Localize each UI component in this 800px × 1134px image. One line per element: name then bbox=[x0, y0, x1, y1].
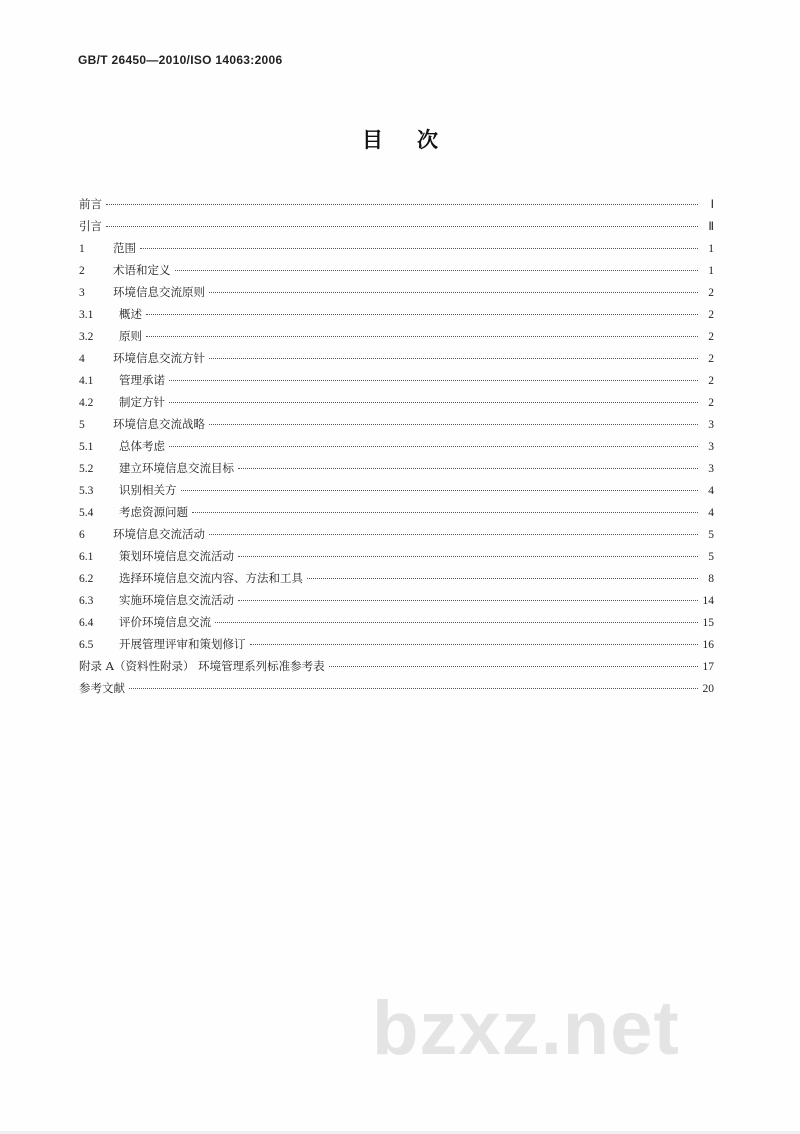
toc-entry[interactable] bbox=[79, 215, 714, 237]
toc-entry-number: 5.2 bbox=[79, 463, 94, 475]
toc-entry-label: 环境信息交流方针 bbox=[113, 351, 205, 365]
standard-code-header: GB/T 26450—2010/ISO 14063:2006 bbox=[78, 53, 283, 67]
toc-dot-leader bbox=[106, 225, 698, 227]
toc-entry[interactable] bbox=[79, 413, 714, 435]
page-title: 目次 bbox=[362, 127, 472, 152]
toc-entry[interactable] bbox=[79, 457, 714, 479]
toc-entry-label: 实施环境信息交流活动 bbox=[119, 593, 234, 607]
toc-dot-leader bbox=[209, 533, 698, 535]
toc-entry-label: 评价环境信息交流 bbox=[119, 615, 211, 629]
toc-entry-label: 概述 bbox=[119, 307, 142, 321]
toc-entry[interactable] bbox=[79, 589, 714, 611]
toc-entry-label: 参考文献 bbox=[79, 681, 125, 695]
toc-entry[interactable] bbox=[79, 347, 714, 369]
toc-dot-leader bbox=[146, 313, 698, 315]
toc-entry-number: 5.3 bbox=[79, 485, 94, 497]
toc-entry-label: 环境信息交流原则 bbox=[113, 285, 205, 299]
toc-page-number: 2 bbox=[708, 309, 714, 321]
toc-entry[interactable] bbox=[79, 325, 714, 347]
toc-page-number: 3 bbox=[708, 441, 714, 453]
toc-entry[interactable] bbox=[79, 677, 714, 699]
toc-entry[interactable] bbox=[79, 655, 714, 677]
toc-page-number: 20 bbox=[702, 683, 714, 695]
toc-dot-leader bbox=[175, 269, 699, 271]
toc-entry-number: 6.2 bbox=[79, 573, 94, 585]
toc-dot-leader bbox=[238, 599, 698, 601]
toc-entry[interactable] bbox=[79, 523, 714, 545]
toc-entry[interactable] bbox=[79, 193, 714, 215]
toc-entry-number: 6 bbox=[79, 529, 85, 541]
table-of-contents bbox=[79, 193, 714, 699]
toc-entry-number: 4.2 bbox=[79, 397, 94, 409]
toc-entry[interactable] bbox=[79, 545, 714, 567]
toc-entry-label: 环境信息交流活动 bbox=[113, 527, 205, 541]
toc-entry-label: 考虑资源问题 bbox=[119, 505, 188, 519]
toc-entry-label: 管理承诺 bbox=[119, 373, 165, 387]
toc-dot-leader bbox=[140, 247, 698, 249]
toc-entry-number: 3.1 bbox=[79, 309, 94, 321]
toc-entry[interactable] bbox=[79, 611, 714, 633]
toc-entry[interactable] bbox=[79, 391, 714, 413]
toc-page-number: 3 bbox=[708, 419, 714, 431]
toc-dot-leader bbox=[250, 643, 699, 645]
toc-dot-leader bbox=[169, 379, 698, 381]
toc-page-number: 2 bbox=[708, 397, 714, 409]
toc-dot-leader bbox=[209, 357, 698, 359]
toc-page-number: 3 bbox=[708, 463, 714, 475]
toc-entry[interactable] bbox=[79, 479, 714, 501]
toc-entry[interactable] bbox=[79, 237, 714, 259]
toc-page-number: 16 bbox=[702, 639, 714, 651]
toc-page-number: 8 bbox=[708, 573, 714, 585]
toc-page-number: 1 bbox=[708, 265, 714, 277]
toc-dot-leader bbox=[209, 291, 698, 293]
toc-entry-label: 制定方针 bbox=[119, 395, 165, 409]
toc-dot-leader bbox=[329, 665, 698, 667]
toc-dot-leader bbox=[169, 401, 698, 403]
toc-page-number: 4 bbox=[708, 485, 714, 497]
toc-entry-label: 前言 bbox=[79, 197, 102, 211]
toc-page-number: 15 bbox=[702, 617, 714, 629]
toc-entry[interactable] bbox=[79, 369, 714, 391]
toc-entry[interactable] bbox=[79, 435, 714, 457]
toc-entry[interactable] bbox=[79, 633, 714, 655]
toc-dot-leader bbox=[192, 511, 698, 513]
toc-entry-number: 5.1 bbox=[79, 441, 94, 453]
toc-dot-leader bbox=[238, 555, 698, 557]
toc-entry[interactable] bbox=[79, 303, 714, 325]
toc-page-number: Ⅱ bbox=[708, 221, 714, 233]
toc-entry-label: 开展管理评审和策划修订 bbox=[119, 637, 246, 651]
toc-entry-number: 4.1 bbox=[79, 375, 94, 387]
toc-entry-label: 附录 A（资料性附录） 环境管理系列标准参考表 bbox=[79, 659, 325, 673]
toc-page-number: 2 bbox=[708, 375, 714, 387]
toc-page-number: 1 bbox=[708, 243, 714, 255]
toc-dot-leader bbox=[209, 423, 698, 425]
toc-dot-leader bbox=[307, 577, 698, 579]
toc-page-number: 4 bbox=[708, 507, 714, 519]
toc-entry-number: 2 bbox=[79, 265, 85, 277]
toc-entry-label: 环境信息交流战略 bbox=[113, 417, 205, 431]
toc-entry-number: 1 bbox=[79, 243, 85, 255]
toc-dot-leader bbox=[106, 203, 698, 205]
toc-entry-number: 5.4 bbox=[79, 507, 94, 519]
toc-entry-number: 4 bbox=[79, 353, 85, 365]
toc-entry-number: 6.3 bbox=[79, 595, 94, 607]
toc-dot-leader bbox=[129, 687, 698, 689]
toc-page-number: 2 bbox=[708, 331, 714, 343]
toc-page-number: 2 bbox=[708, 353, 714, 365]
toc-entry-number: 6.5 bbox=[79, 639, 94, 651]
toc-entry-number: 3 bbox=[79, 287, 85, 299]
toc-dot-leader bbox=[169, 445, 698, 447]
toc-entry-label: 建立环境信息交流目标 bbox=[119, 461, 234, 475]
toc-entry-number: 6.1 bbox=[79, 551, 94, 563]
toc-entry[interactable] bbox=[79, 567, 714, 589]
toc-page-number: 5 bbox=[708, 551, 714, 563]
toc-dot-leader bbox=[238, 467, 698, 469]
toc-page-number: 2 bbox=[708, 287, 714, 299]
toc-page-number: 14 bbox=[702, 595, 714, 607]
toc-page-number: 5 bbox=[708, 529, 714, 541]
toc-entry-number: 6.4 bbox=[79, 617, 94, 629]
toc-entry-number: 5 bbox=[79, 419, 85, 431]
toc-dot-leader bbox=[146, 335, 698, 337]
toc-entry-label: 术语和定义 bbox=[113, 263, 171, 277]
toc-entry-label: 选择环境信息交流内容、方法和工具 bbox=[119, 571, 303, 585]
toc-page-number: Ⅰ bbox=[710, 199, 714, 211]
watermark-text: bzxz.net bbox=[372, 986, 680, 1071]
toc-page-number: 17 bbox=[702, 661, 714, 673]
toc-entry-label: 策划环境信息交流活动 bbox=[119, 549, 234, 563]
toc-entry-label: 引言 bbox=[79, 219, 102, 233]
toc-entry[interactable] bbox=[79, 281, 714, 303]
toc-entry-label: 总体考虑 bbox=[119, 439, 165, 453]
toc-entry-label: 识别相关方 bbox=[119, 483, 177, 497]
toc-dot-leader bbox=[215, 621, 698, 623]
toc-entry-label: 原则 bbox=[119, 329, 142, 343]
toc-entry-number: 3.2 bbox=[79, 331, 94, 343]
toc-entry[interactable] bbox=[79, 259, 714, 281]
toc-entry[interactable] bbox=[79, 501, 714, 523]
toc-entry-label: 范围 bbox=[113, 241, 136, 255]
toc-dot-leader bbox=[181, 489, 699, 491]
